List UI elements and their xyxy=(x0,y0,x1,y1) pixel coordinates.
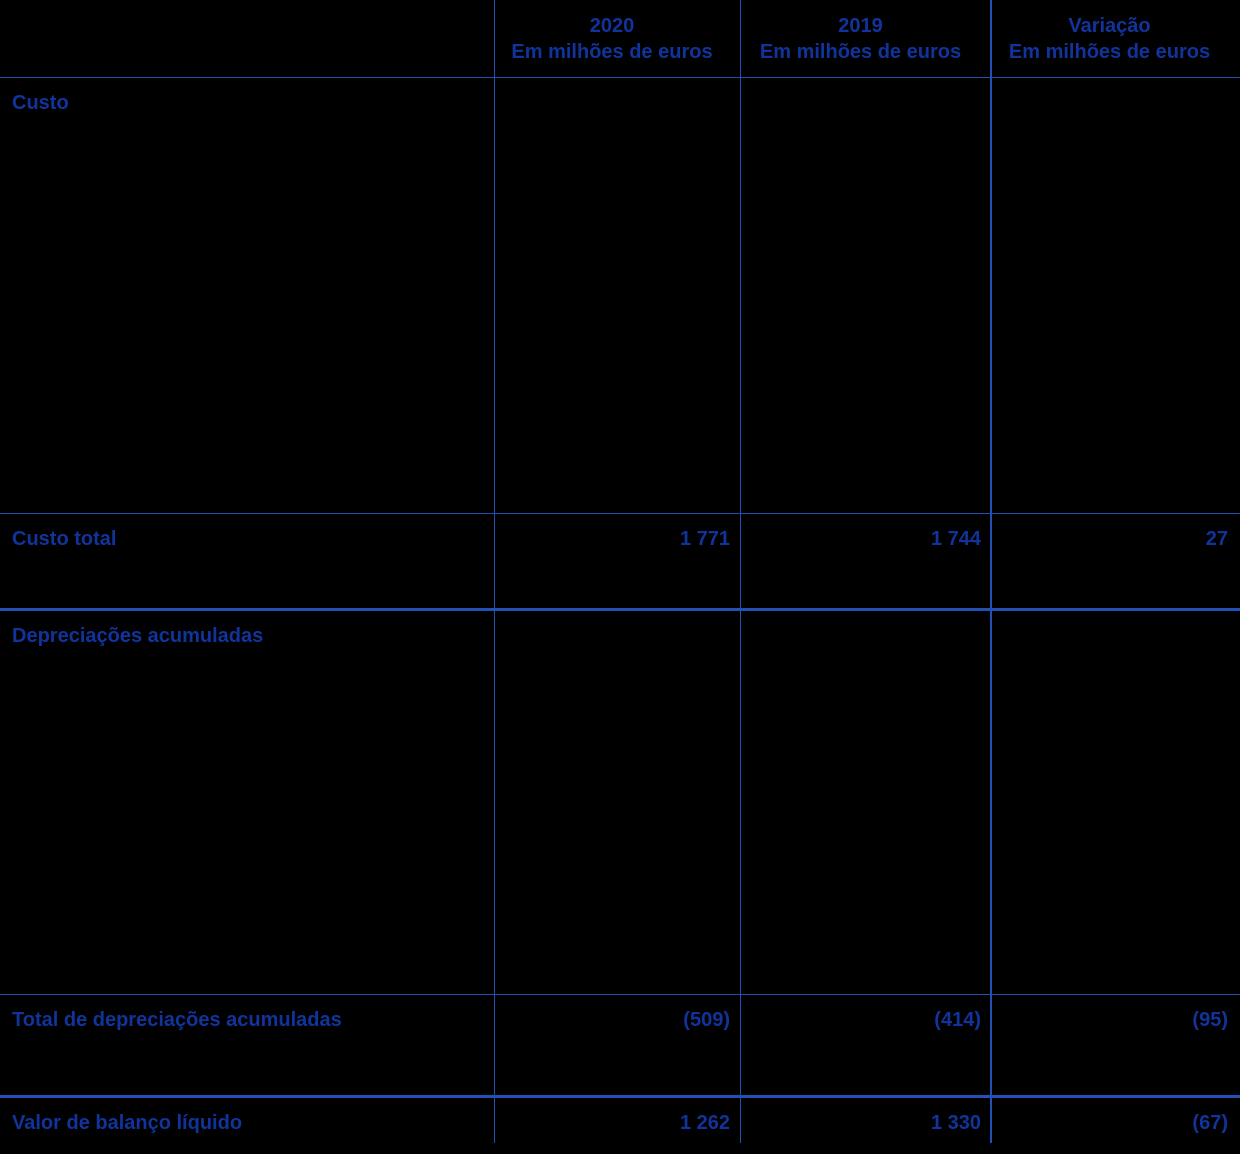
value-cell-2019 xyxy=(740,78,991,513)
value-cell-2019 xyxy=(740,611,991,994)
row-custo-section xyxy=(0,77,1240,513)
column-subtitle-2020: Em milhões de euros xyxy=(511,41,713,63)
row-label-cell: Valor de balanço líquido xyxy=(12,1112,243,1134)
value-cell-2020 xyxy=(494,78,740,513)
value-cell-2020 xyxy=(494,611,740,994)
column-subtitle-variacao: Em milhões de euros xyxy=(1008,41,1211,63)
row-valor-balanco-liquido xyxy=(0,1095,1240,1143)
value-cell-variacao: (95) xyxy=(1192,1009,1228,1031)
row-custo-total xyxy=(0,513,1240,608)
table-header-row xyxy=(0,0,1240,77)
value-cell-variacao xyxy=(991,78,1240,513)
value-cell-2019: 1 330 xyxy=(930,1112,981,1134)
row-label-cell: Custo xyxy=(12,92,69,114)
row-label-cell: Depreciações acumuladas xyxy=(12,625,264,647)
value-cell-2020: 1 262 xyxy=(679,1112,730,1134)
column-title-2020: 2020 xyxy=(589,15,635,37)
header-cell-empty xyxy=(0,0,494,77)
value-cell-variacao: 27 xyxy=(1205,528,1228,550)
value-cell-variacao xyxy=(991,611,1240,994)
column-separator-line xyxy=(494,0,495,1143)
column-separator-line xyxy=(990,0,992,1143)
value-cell-variacao: (67) xyxy=(1192,1112,1228,1134)
header-cell-variacao xyxy=(991,0,1240,77)
row-label-cell: Total de depreciações acumuladas xyxy=(12,1009,342,1031)
column-subtitle-2019: Em milhões de euros xyxy=(759,41,962,63)
column-title-2019: 2019 xyxy=(838,15,883,37)
header-cell-2020 xyxy=(494,0,740,77)
column-title-variacao: Variação xyxy=(1068,15,1151,37)
row-total-depreciacoes xyxy=(0,994,1240,1095)
value-cell-2019: 1 744 xyxy=(930,528,981,550)
value-cell-2020: 1 771 xyxy=(679,528,730,550)
row-label-cell: Custo total xyxy=(12,528,117,550)
header-cell-2019 xyxy=(740,0,991,77)
column-separator-line xyxy=(740,0,741,1143)
value-cell-2020: (509) xyxy=(683,1009,730,1031)
row-depreciacoes-section xyxy=(0,608,1240,994)
value-cell-2019: (414) xyxy=(934,1009,981,1031)
